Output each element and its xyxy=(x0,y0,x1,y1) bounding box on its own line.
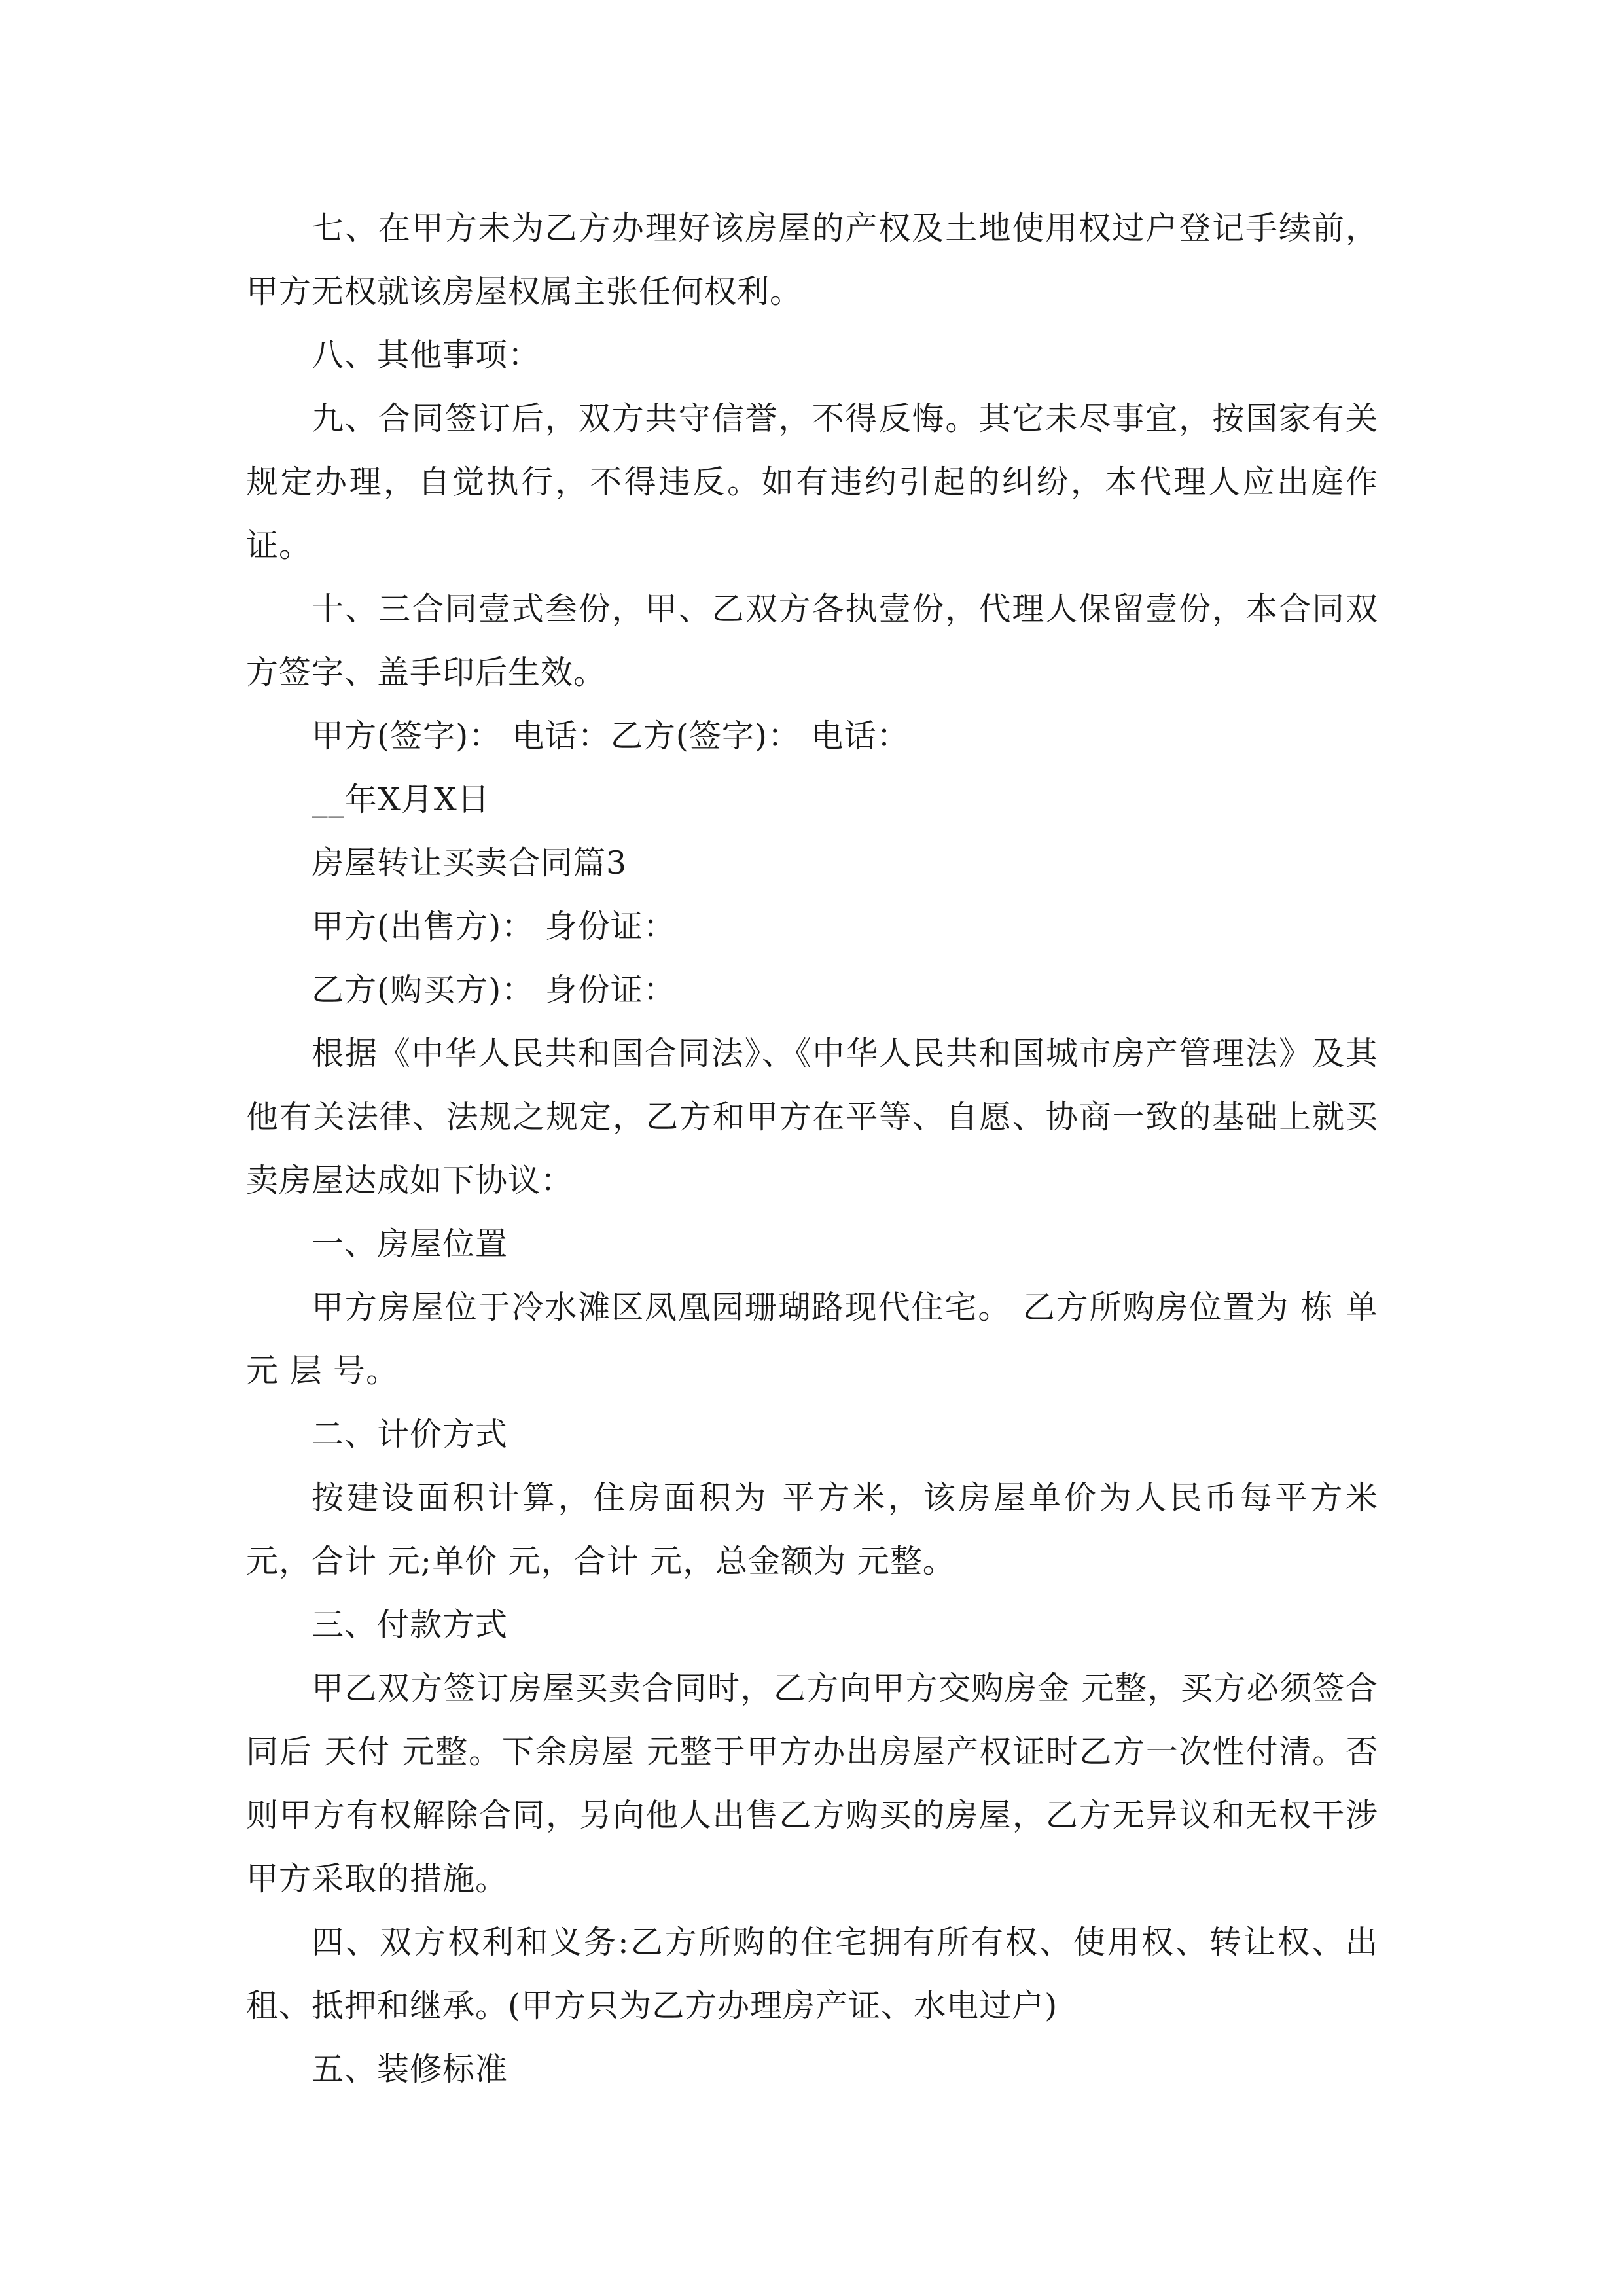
section-3-body: 甲乙双方签订房屋买卖合同时，乙方向甲方交购房金 元整，买方必须签合同后 天付 元整。下余房屋 元整于甲方办出房屋产权证时乙方一次性付清。否则甲方有权解除合同，另向他人出售乙方购买的房屋，乙方无异议和无权干涉甲方采取的措施。 xyxy=(246,1670,1378,1897)
party-b-line: 乙方(购买方)： 身份证： xyxy=(312,971,676,1009)
section-2-heading: 二、计价方式 xyxy=(312,1416,508,1453)
section-1-heading: 一、房屋位置 xyxy=(312,1225,508,1263)
clause-7: 七、在甲方未为乙方办理好该房屋的产权及土地使用权过户登记手续前，甲方无权就该房屋权属主张任何权利。 xyxy=(246,209,1378,310)
clause-8-heading: 八、其他事项： xyxy=(312,336,541,374)
contract-title: 房屋转让买卖合同篇3 xyxy=(312,844,628,882)
clause-10: 十、三合同壹式叁份，甲、乙双方各执壹份，代理人保留壹份，本合同双方签字、盖手印后生效。 xyxy=(246,590,1378,691)
section-1-body: 甲方房屋位于冷水滩区凤凰园珊瑚路现代住宅。 乙方所购房位置为 栋 单元 层 号。 xyxy=(246,1289,1378,1390)
section-5-heading: 五、装修标准 xyxy=(312,2051,508,2088)
signature-line: 甲方(签字)： 电话：乙方(签字)： 电话： xyxy=(312,717,910,755)
section-2-body: 按建设面积计算，住房面积为 平方米，该房屋单价为人民币每平方米 元，合计 元;单价 元，合计 元，总金额为 元整。 xyxy=(246,1479,1378,1580)
party-a-line: 甲方(出售方)： 身份证： xyxy=(312,908,676,945)
preamble: 根据《中华人民共和国合同法》、《中华人民共和国城市房产管理法》及其他有关法律、法规之规定，乙方和甲方在平等、自愿、协商一致的基础上就买卖房屋达成如下协议： xyxy=(246,1035,1378,1199)
document-body xyxy=(246,196,1378,2101)
date-line: __年X月X日 xyxy=(312,781,490,818)
section-3-heading: 三、付款方式 xyxy=(312,1606,508,1643)
section-4-body: 四、双方权利和义务:乙方所购的住宅拥有所有权、使用权、转让权、出租、抵押和继承。(甲方只为乙方办理房产证、水电过户) xyxy=(246,1924,1378,2024)
clause-9: 九、合同签订后，双方共守信誉，不得反悔。其它未尽事宜，按国家有关规定办理，自觉执行，不得违反。如有违约引起的纠纷，本代理人应出庭作证。 xyxy=(246,400,1378,564)
